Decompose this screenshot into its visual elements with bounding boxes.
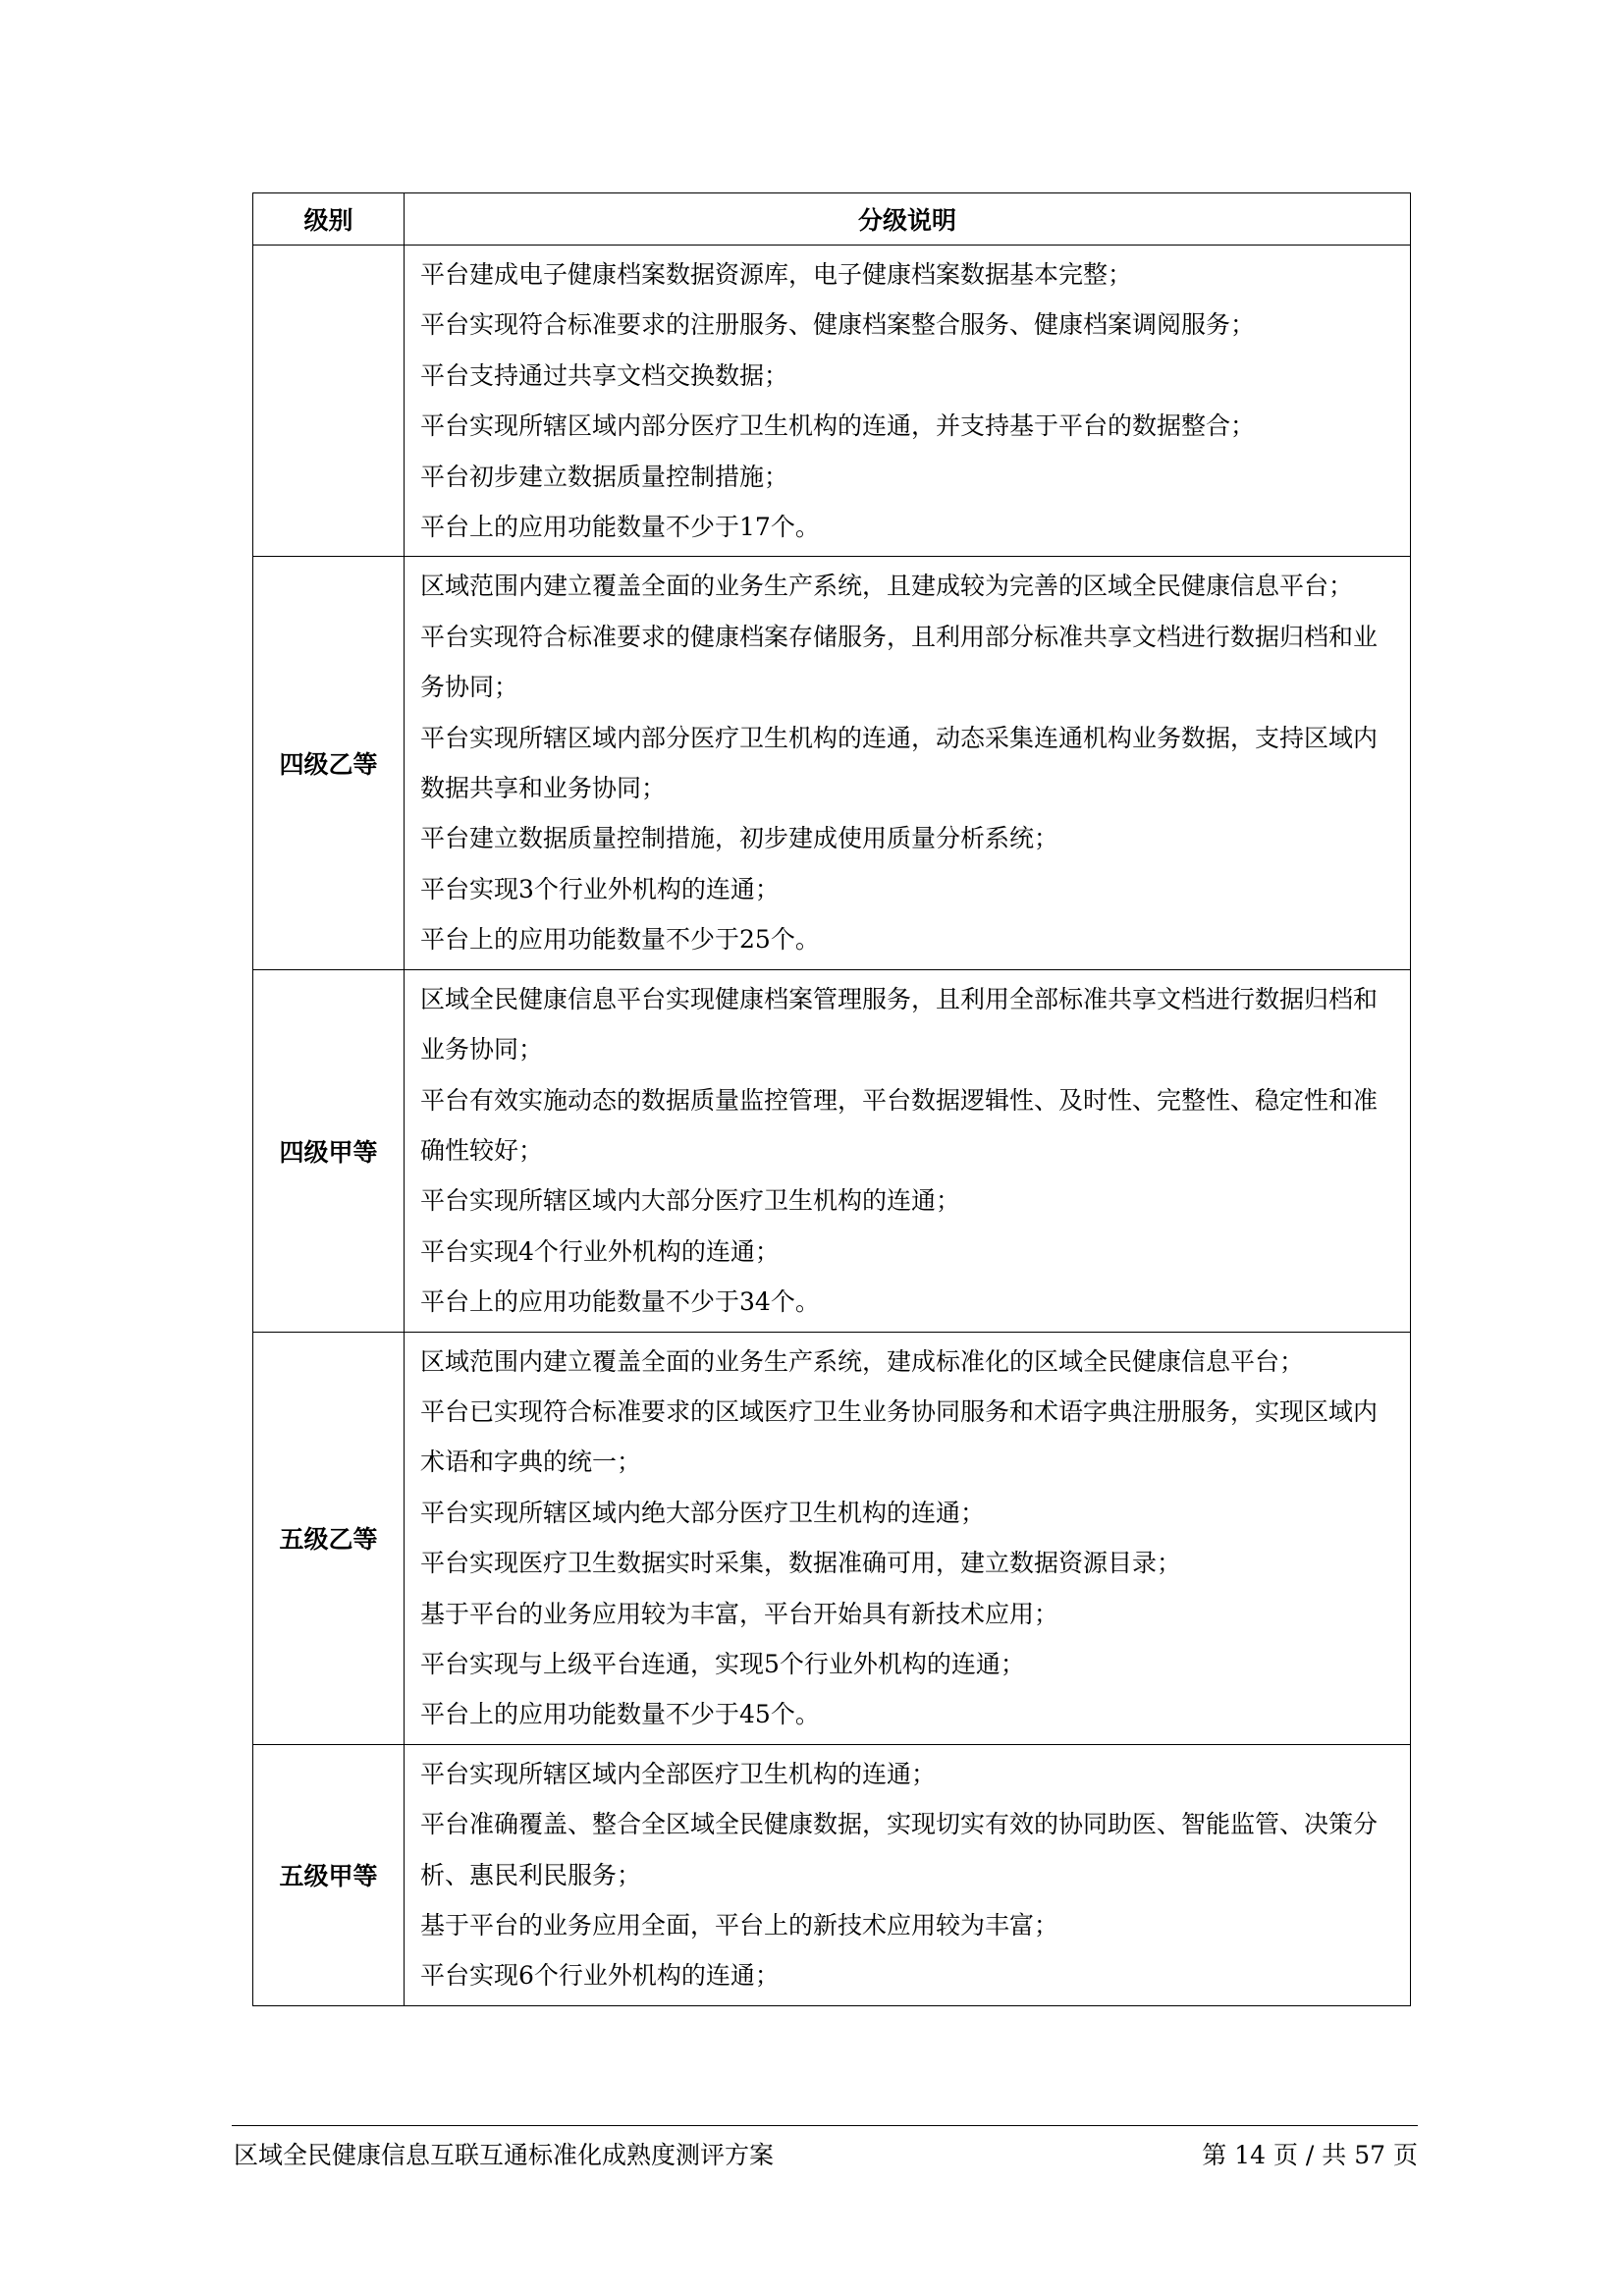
description-line: 平台实现符合标准要求的健康档案存储服务，且利用部分标准共享文档进行数据归档和业务协同；	[420, 622, 1379, 702]
level-cell: 五级甲等	[253, 1744, 405, 2005]
description-line: 平台实现医疗卫生数据实时采集，数据准确可用，建立数据资源目录；	[420, 1549, 1182, 1578]
grading-table	[252, 192, 1411, 2006]
description-line: 平台实现符合标准要求的注册服务、健康档案整合服务、健康档案调阅服务；	[420, 310, 1256, 340]
description-line: 区域全民健康信息平台实现健康档案管理服务，且利用全部标准共享文档进行数据归档和业务协同；	[420, 984, 1379, 1065]
table-row	[253, 246, 1411, 557]
description-line: 平台建立数据质量控制措施，初步建成使用质量分析系统；	[420, 824, 1059, 853]
description-line: 平台实现所辖区域内绝大部分医疗卫生机构的连通；	[420, 1498, 986, 1527]
description-line: 区域范围内建立覆盖全面的业务生产系统，且建成较为完善的区域全民健康信息平台；	[420, 572, 1354, 601]
description-line: 平台准确覆盖、整合全区域全民健康数据，实现切实有效的协同助医、智能监管、决策分析、惠民利民服务；	[420, 1810, 1379, 1889]
description-line: 平台上的应用功能数量不少于25个。	[420, 925, 820, 955]
description-line: 基于平台的业务应用较为丰富，平台开始具有新技术应用；	[420, 1599, 1059, 1628]
description-line: 平台建成电子健康档案数据资源库，电子健康档案数据基本完整；	[420, 260, 1133, 289]
description-line: 平台上的应用功能数量不少于17个。	[420, 513, 820, 542]
footer-divider	[232, 2125, 1418, 2126]
description-line: 平台实现所辖区域内大部分医疗卫生机构的连通；	[420, 1186, 961, 1216]
description-line: 平台支持通过共享文档交换数据；	[420, 360, 789, 390]
description-line: 平台实现所辖区域内部分医疗卫生机构的连通，动态采集连通机构业务数据，支持区域内数据共享和业务协同；	[420, 723, 1379, 803]
description-line: 平台有效实施动态的数据质量监控管理，平台数据逻辑性、及时性、完整性、稳定性和准确性较好；	[420, 1085, 1379, 1165]
description-line: 平台实现所辖区域内全部医疗卫生机构的连通；	[420, 1759, 937, 1788]
description-line: 平台上的应用功能数量不少于45个。	[420, 1700, 820, 1729]
description-line: 基于平台的业务应用全面，平台上的新技术应用较为丰富；	[420, 1911, 1059, 1940]
level-cell: 五级乙等	[253, 1332, 405, 1744]
footer-page-number: 第 14 页 / 共 57 页	[1202, 2141, 1418, 2169]
description-line: 平台上的应用功能数量不少于34个。	[420, 1287, 820, 1317]
description-line: 平台实现4个行业外机构的连通；	[420, 1236, 780, 1266]
level-cell: 四级甲等	[253, 969, 405, 1332]
description-cell	[405, 246, 1411, 557]
table-row	[253, 969, 1411, 1332]
description-line: 平台实现所辖区域内部分医疗卫生机构的连通，并支持基于平台的数据整合；	[420, 411, 1256, 441]
level-cell	[253, 246, 405, 557]
level-cell: 四级乙等	[253, 557, 405, 969]
description-line: 平台实现6个行业外机构的连通；	[420, 1961, 780, 1991]
description-line: 平台已实现符合标准要求的区域医疗卫生业务协同服务和术语字典注册服务，实现区域内术语和字典的统一；	[420, 1396, 1379, 1477]
table-row	[253, 1744, 1411, 2005]
description-line: 平台实现3个行业外机构的连通；	[420, 874, 780, 903]
table-row	[253, 557, 1411, 969]
footer-document-title: 区域全民健康信息互联互通标准化成熟度测评方案	[234, 2141, 775, 2169]
header-level: 级别	[253, 193, 405, 246]
description-line: 平台初步建立数据质量控制措施；	[420, 462, 789, 491]
description-line: 区域范围内建立覆盖全面的业务生产系统，建成标准化的区域全民健康信息平台；	[420, 1346, 1305, 1376]
table-header-row	[253, 193, 1411, 246]
table-row	[253, 1332, 1411, 1744]
header-description: 分级说明	[405, 193, 1411, 246]
description-cell	[405, 1744, 1411, 2005]
description-cell	[405, 1332, 1411, 1744]
description-line: 平台实现与上级平台连通，实现5个行业外机构的连通；	[420, 1649, 1025, 1678]
description-cell	[405, 557, 1411, 969]
description-cell	[405, 969, 1411, 1332]
